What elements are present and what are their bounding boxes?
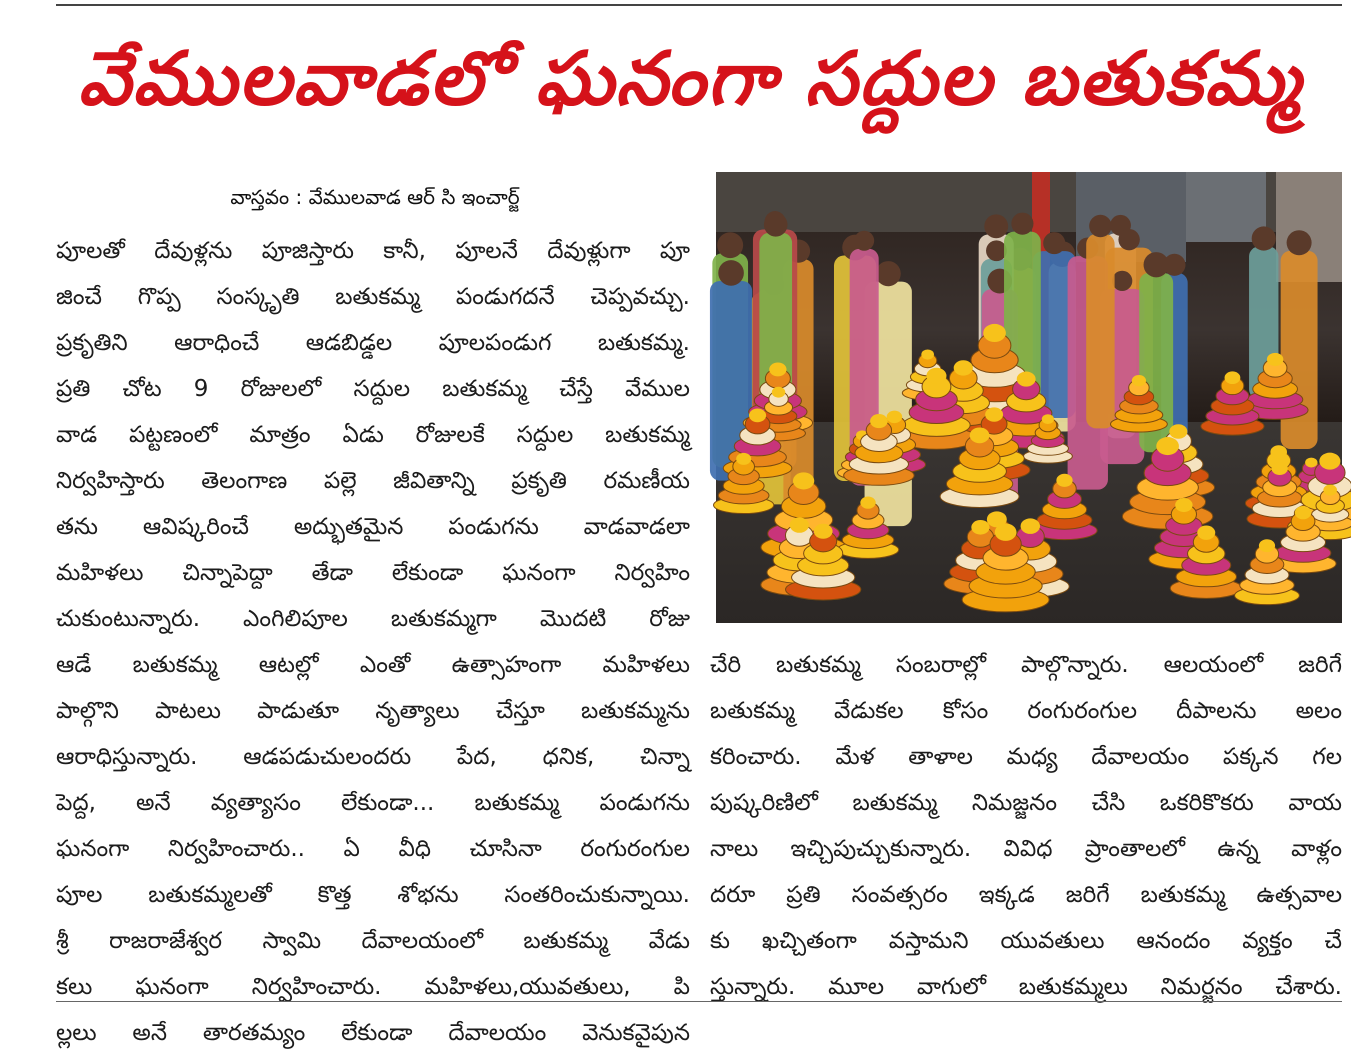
body-line: ఆడే బతుకమ్మ ఆటల్లో ఎంతో ఉత్సాహంగా మహిళలు [56, 652, 690, 678]
body-line: దరూ ప్రతి సంవత్సరం ఇక్కడ జరిగే బతుకమ్మ ఉత్సవాల [710, 882, 1342, 908]
body-line: నిర్వహిస్తారు తెలంగాణ పల్లె జీవితాన్ని ప్రకృతి రమణీయ [56, 468, 690, 494]
body-line: కలు ఘనంగా నిర్వహించారు. మహిళలు,యువతులు, పి [56, 974, 690, 1000]
body-line: పాల్గొని పాటలు పాడుతూ నృత్యాలు చేస్తూ బతుకమ్మను [56, 698, 690, 724]
body-line: చుకుంటున్నారు. ఎంగిలిపూల బతుకమ్మగా మొదటి రోజు [56, 606, 690, 632]
body-line: పూలతో దేవుళ్లను పూజిస్తారు కానీ, పూలనే దేవుళ్లుగా పూ [56, 238, 690, 264]
body-line: బతుకమ్మ వేడుకల కోసం రంగురంగుల దీపాలను అలం [710, 698, 1342, 724]
body-line: ఆరాధిస్తున్నారు. ఆడపడుచులందరు పేద, ధనిక, చిన్నా [56, 744, 690, 770]
body-line: కరించారు. మేళ తాళాల మధ్య దేవాలయం పక్కన గల [710, 744, 1342, 770]
body-line: ఘనంగా నిర్వహించారు.. ఏ వీధి చూసినా రంగురంగుల [56, 836, 690, 862]
body-line: చేరి బతుకమ్మ సంబరాల్లో పాల్గొన్నారు. ఆలయంలో జరిగే [710, 652, 1342, 678]
body-line: శ్రీ రాజరాజేశ్వర స్వామి దేవాలయంలో బతుకమ్మ వేడు [56, 928, 690, 954]
body-line: స్తున్నారు. మూల వాగులో బతుకమ్మలు నిమర్జనం చేశారు. [710, 974, 1342, 1000]
body-line: పెద్ద, అనే వ్యత్యాసం లేకుండా... బతుకమ్మ పండుగను [56, 790, 690, 816]
article-column-right [710, 642, 1342, 1000]
body-line: వాడ పట్టణంలో మాత్రం ఏడు రోజులకే సద్దుల బతుకమ్మ [56, 422, 690, 448]
body-line: ప్రతి చోట 9 రోజులలో సద్దుల బతుకమ్మ చేస్తే వేముల [56, 376, 690, 402]
festival-photo [716, 172, 1342, 623]
top-rule [56, 4, 1342, 6]
byline: వాస్తవం : వేములవాడ ఆర్ సి ఇంచార్జ్ [230, 185, 520, 209]
body-line: నాలు ఇచ్చిపుచ్చుకున్నారు. వివిధ ప్రాంతాలలో ఉన్న వాళ్లం [710, 836, 1342, 862]
body-line: ల్లలు అనే తారతమ్యం లేకుండా దేవాలయం వెనుకవైపున [56, 1020, 690, 1046]
body-line: మహిళలు చిన్నాపెద్దా తేడా లేకుండా ఘనంగా నిర్వహిం [56, 560, 690, 586]
article-column-left [56, 228, 690, 1046]
body-line: తను ఆవిష్కరించే అద్భుతమైన పండుగను వాడవాడలా [56, 514, 690, 540]
body-line: జించే గొప్ప సంస్కృతి బతుకమ్మ పండుగదనే చెప్పవచ్చు. [56, 284, 690, 310]
headline: వేములవాడలో ఘనంగా సద్దుల బతుకమ్మ [78, 36, 1302, 122]
body-line: ప్రకృతిని ఆరాధించే ఆడబిడ్డల పూలపండుగ బతుకమ్మ. [56, 330, 690, 356]
bottom-rule [56, 1001, 1342, 1002]
body-line: పుష్కరిణిలో బతుకమ్మ నిమజ్జనం చేసి ఒకరికొకరు వాయ [710, 790, 1342, 816]
body-line: పూల బతుకమ్మలతో కొత్త శోభను సంతరించుకున్నాయి. [56, 882, 690, 908]
body-line: కు ఖచ్చితంగా వస్తామని యువతులు ఆనందం వ్యక్తం చే [710, 928, 1342, 954]
